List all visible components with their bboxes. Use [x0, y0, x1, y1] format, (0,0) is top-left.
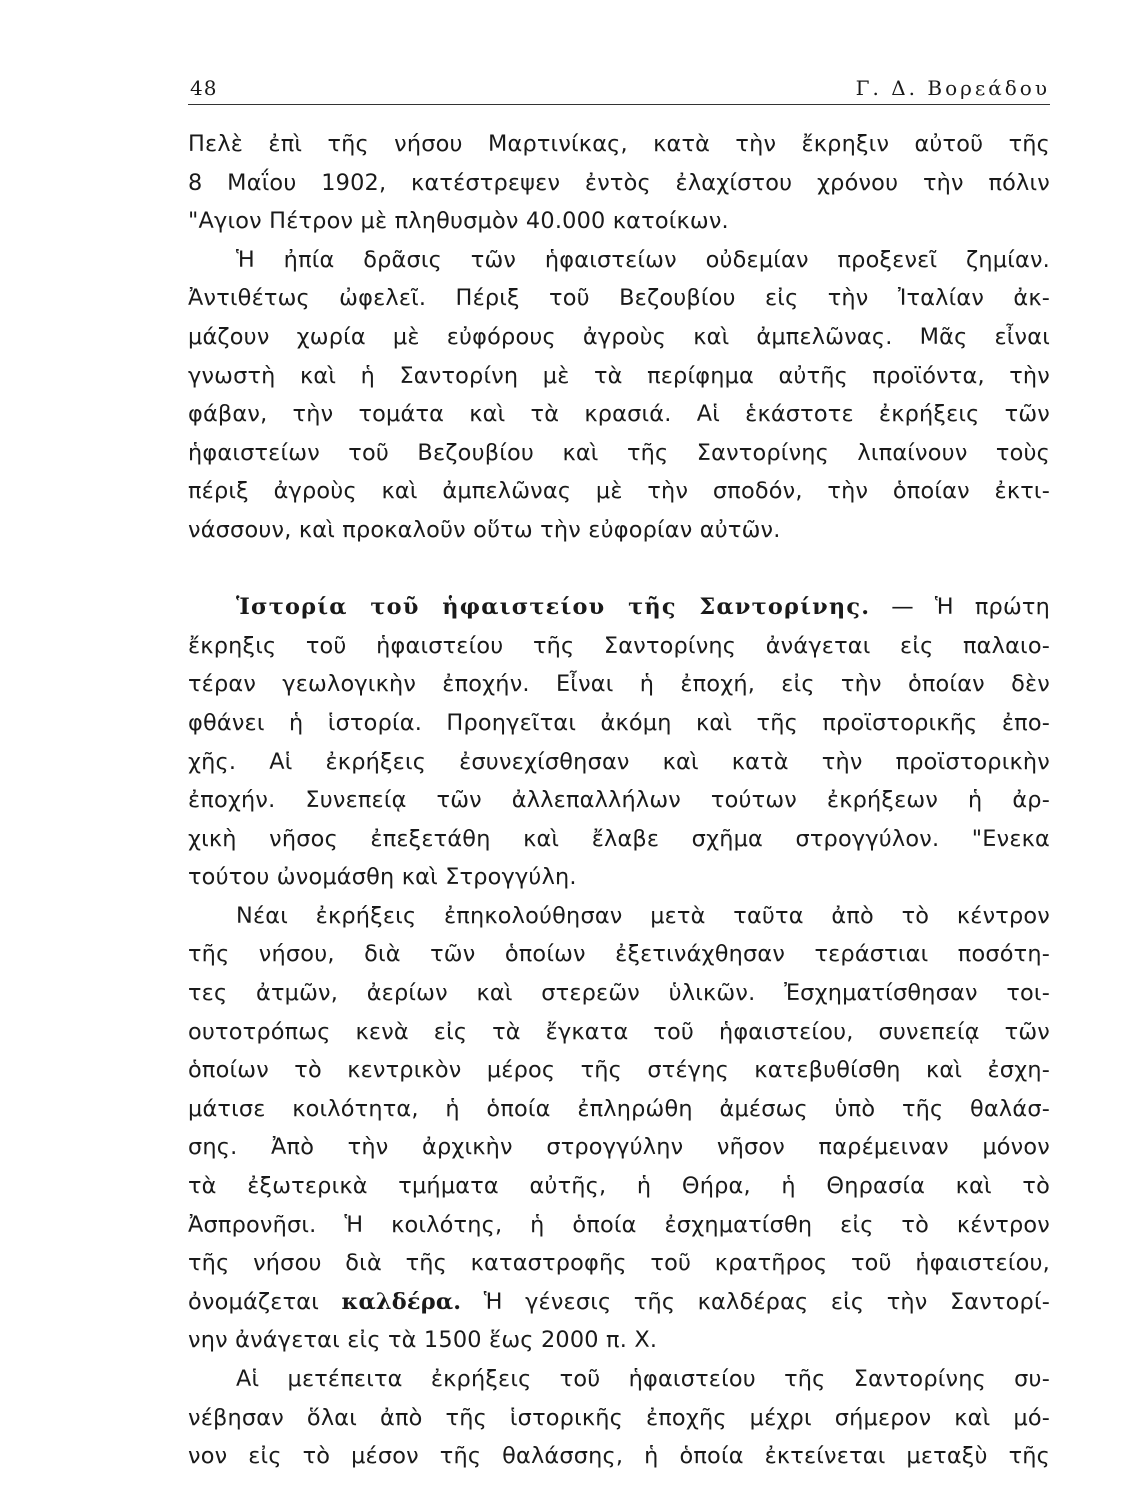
body-text — [188, 125, 1050, 1476]
text-line: Πελὲ ἐπὶ τῆς νήσου Μαρτινίκας, κατὰ τὴν ἔκρηξιν αὐτοῦ τῆς — [188, 131, 1050, 157]
paragraph-3 — [188, 588, 1050, 897]
text-line: Αἱ μετέπειτα ἐκρήξεις τοῦ ἡφαιστείου τῆς Σαντορίνης συ- — [236, 1366, 1050, 1392]
text-line: μάζουν χωρία μὲ εὐφόρους ἀγροὺς καὶ ἀμπελῶνας. Μᾶς εἶναι — [188, 323, 1050, 350]
text-line: ουτοτρόπως κενὰ εἰς τὰ ἔγκατα τοῦ ἡφαιστείου, συνεπείᾳ τῶν — [188, 1018, 1050, 1045]
text-line: τες ἀτμῶν, ἀερίων καὶ στερεῶν ὑλικῶν. Ἐσχηματίσθησαν τοι- — [188, 980, 1050, 1007]
text-line: μάτισε κοιλότητα, ἡ ὁποία ἐπληρώθη ἀμέσως ὑπὸ τῆς θαλάσ- — [188, 1095, 1050, 1122]
term-line — [188, 1283, 1050, 1322]
section-heading-line — [188, 588, 1050, 627]
paragraph-2 — [188, 241, 1050, 550]
text-line: Ἡ ἠπία δρᾶσις τῶν ἡφαιστείων οὐδεμίαν προξενεῖ ζημίαν. — [236, 246, 1050, 273]
text-line: νέβησαν ὅλαι ἀπὸ τῆς ἱστορικῆς ἐποχῆς μέχρι σήμερον καὶ μό- — [188, 1404, 1050, 1431]
text-line: σης. Ἀπὸ τὴν ἀρχικὴν στρογγύλην νῆσον παρέμειναν μόνον — [188, 1134, 1050, 1161]
text-line: ἔκρηξις τοῦ ἡφαιστείου τῆς Σαντορίνης ἀνάγεται εἰς παλαιο- — [188, 632, 1050, 659]
text-line: φάβαν, τὴν τομάτα καὶ τὰ κρασιά. Αἱ ἑκάστοτε ἐκρήξεις τῶν — [188, 401, 1050, 428]
text-line: χῆς. Αἱ ἐκρήξεις ἐσυνεχίσθησαν καὶ κατὰ τὴν προϊστορικὴν — [188, 748, 1050, 775]
running-head — [188, 70, 1050, 106]
text-line: τῆς νήσου διὰ τῆς καταστροφῆς τοῦ κρατῆρος τοῦ ἡφαιστείου, — [188, 1250, 1050, 1277]
text-line: τῆς νήσου, διὰ τῶν ὁποίων ἐξετινάχθησαν τεράστιαι ποσότη- — [188, 941, 1050, 968]
text-line: ἐποχήν. Συνεπείᾳ τῶν ἀλλεπαλλήλων τούτων ἐκρήξεων ἡ ἀρ- — [188, 787, 1050, 814]
text-line: Νέαι ἐκρήξεις ἐπηκολούθησαν μετὰ ταῦτα ἀπὸ τὸ κέντρον — [236, 902, 1050, 929]
text-line: Ἀντιθέτως ὠφελεῖ. Πέριξ τοῦ Βεζουβίου εἰς τὴν Ἰταλίαν ἀκ- — [188, 285, 1050, 312]
paragraph-gap — [188, 550, 1050, 589]
text-line: νην ἀνάγεται εἰς τὰ 1500 ἕως 2000 π. Χ. — [188, 1327, 658, 1354]
paragraph-5 — [188, 1360, 1050, 1476]
book-page — [188, 70, 1050, 106]
text-line: τὰ ἐξωτερικὰ τμήματα αὐτῆς, ἡ Θήρα, ἡ Θηρασία καὶ τὸ — [188, 1173, 1050, 1200]
text-line: τέραν γεωλογικὴν ἐποχήν. Εἶναι ἡ ἐποχή, εἰς τὴν ὁποίαν δὲν — [188, 671, 1050, 698]
text-line: νον εἰς τὸ μέσον τῆς θαλάσσης, ἡ ὁποία ἐκτείνεται μεταξὺ τῆς — [188, 1443, 1050, 1470]
text-line: φθάνει ἡ ἱστορία. Προηγεῖται ἀκόμη καὶ τῆς προϊστορικῆς ἐπο- — [188, 709, 1050, 736]
text-line: χικὴ νῆσος ἐπεξετάθη καὶ ἔλαβε σχῆμα στρογγύλον. "Ενεκα — [188, 825, 1050, 852]
text-line: 8 Μαΐου 1902, κατέστρεψεν ἐντὸς ἐλαχίστου χρόνου τὴν πόλιν — [188, 169, 1050, 196]
bold-term-caldera: καλδέρα. — [341, 1288, 462, 1315]
paragraph-1 — [188, 125, 1050, 241]
running-title: Γ. Δ. Βορεάδου — [855, 76, 1050, 100]
text-line: πέριξ ἀγροὺς καὶ ἀμπελῶνας μὲ τὴν σποδόν, τὴν ὁποίαν ἐκτι- — [188, 478, 1050, 505]
section-heading: Ἱστορία τοῦ ἡφαιστείου τῆς Σαντορίνης. — [236, 594, 871, 621]
text-line: Ἀσπρονῆσι. Ἡ κοιλότης, ἡ ὁποία ἐσχηματίσθη εἰς τὸ κέντρον — [188, 1211, 1050, 1238]
text-line: νάσσουν, καὶ προκαλοῦν οὕτω τὴν εὐφορίαν αὐτῶν. — [188, 516, 781, 543]
text-line: τούτου ὠνομάσθη καὶ Στρογγύλη. — [188, 864, 577, 891]
term-line-start: ὀνομάζεται — [188, 1288, 342, 1315]
text-line: "Αγιον Πέτρον μὲ πληθυσμὸν 40.000 κατοίκων. — [188, 208, 729, 235]
text-line: ἡφαιστείων τοῦ Βεζουβίου καὶ τῆς Σαντορίνης λιπαίνουν τοὺς — [188, 439, 1050, 466]
term-line-end: Ἡ γένεσις τῆς καλδέρας εἰς τὴν Σαντορί- — [461, 1288, 1051, 1315]
header-rule — [188, 104, 1050, 105]
paragraph-4 — [188, 897, 1050, 1360]
text-line: ὁποίων τὸ κεντρικὸν μέρος τῆς στέγης κατεβυθίσθη καὶ ἐσχη- — [188, 1057, 1050, 1084]
text-line: γνωστὴ καὶ ἡ Σαντορίνη μὲ τὰ περίφημα αὐτῆς προϊόντα, τὴν — [188, 362, 1050, 389]
section-heading-continuation: — Ἡ πρώτη — [870, 594, 1050, 621]
page-number: 48 — [190, 76, 218, 100]
